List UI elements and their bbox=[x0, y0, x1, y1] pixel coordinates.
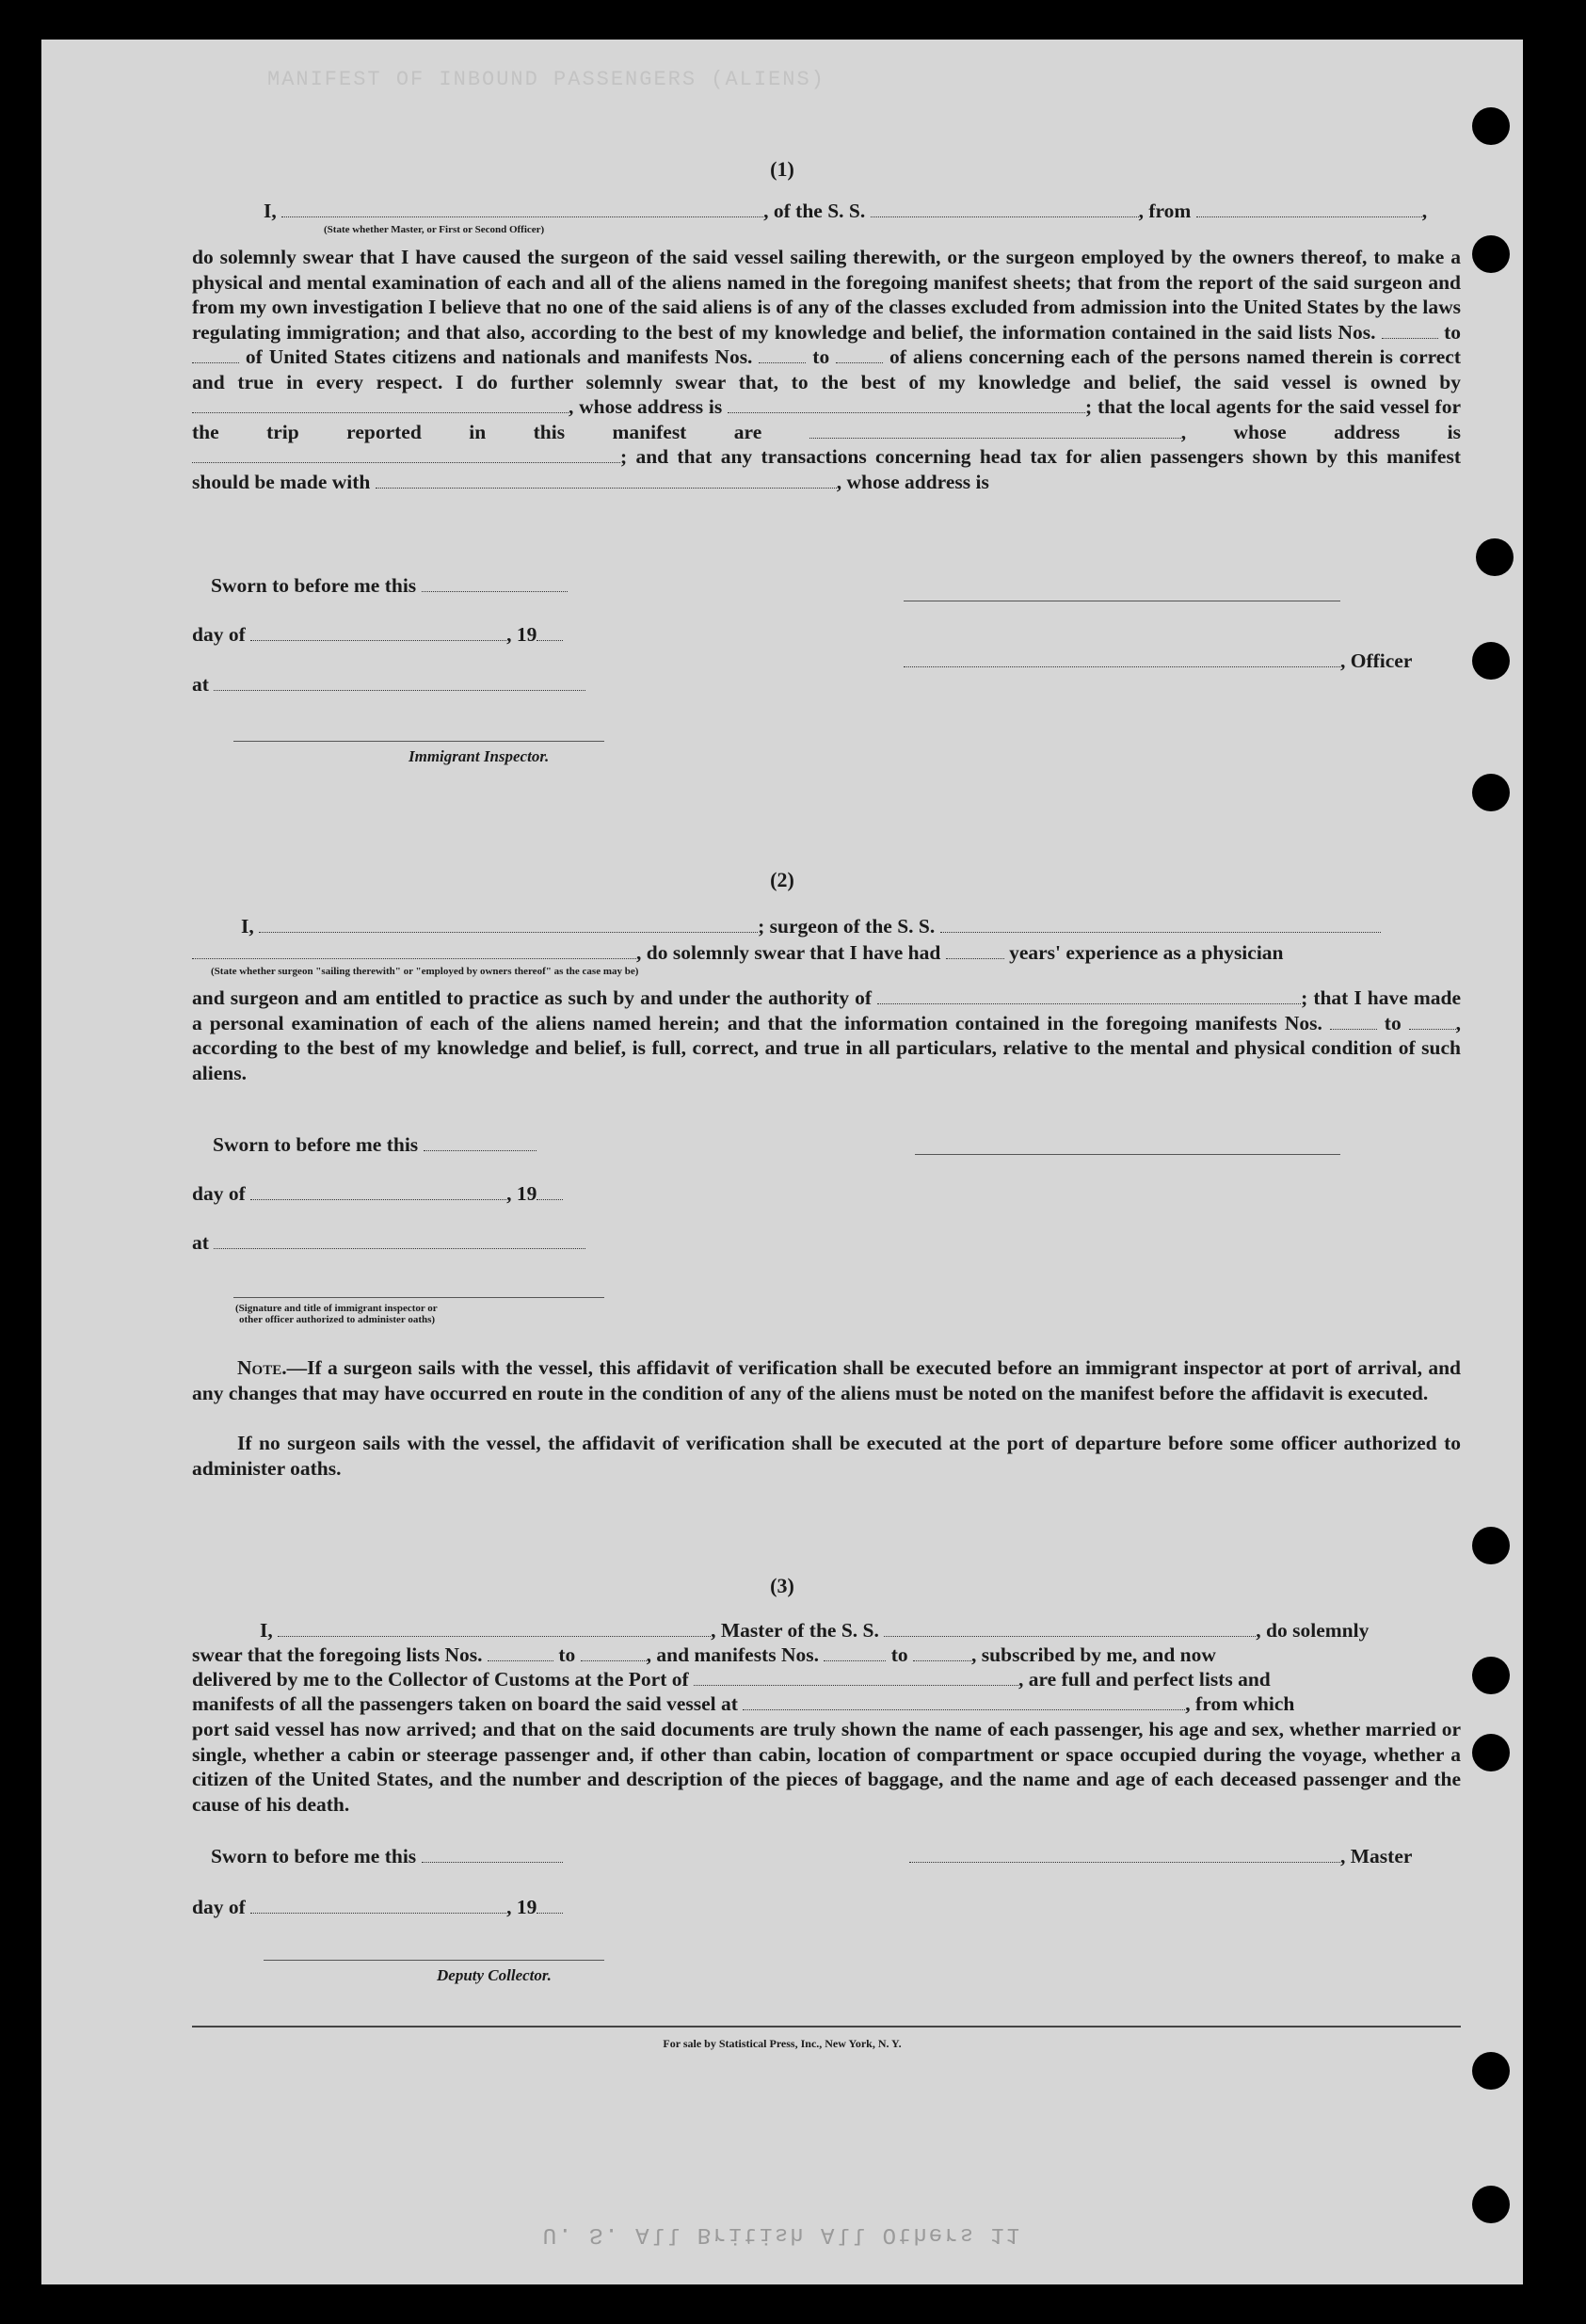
label-from: , from bbox=[1138, 200, 1192, 222]
surgeon-manifests-from-field[interactable] bbox=[1330, 1012, 1377, 1030]
master-name-field[interactable] bbox=[278, 1619, 711, 1637]
punch-hole bbox=[1472, 1657, 1510, 1694]
surgeon-name-field[interactable] bbox=[259, 915, 758, 933]
section-2-first-line bbox=[241, 915, 1381, 938]
head-tax-party-field[interactable] bbox=[376, 471, 837, 489]
oath-text-2: of United States citizens and nationals and manifests Nos. bbox=[245, 345, 753, 368]
years-field[interactable] bbox=[946, 941, 1004, 959]
section-2-oath-text: and surgeon and am entitled to practice as such by and under the authority of ; that I have made a personal examination of each of the aliens named herein; and that the information contained in the foregoing manifests Nos. to , according to the best of my knowledge and belief, is full, correct, and true in all particulars, relative to the mental and physical condition of such aliens. bbox=[192, 986, 1462, 1084]
label-day-of: day of bbox=[192, 1182, 246, 1205]
surgeon-type-field[interactable] bbox=[192, 941, 636, 959]
section-1-first-line: I, , of the S. S. , from , bbox=[264, 200, 1428, 222]
manifests-to-field[interactable] bbox=[836, 345, 883, 363]
section-3-oath-text: port said vessel has now arrived; and that on the said documents are truly shown the name of each passenger, his age and sex, whether married or single, whether a cabin or steerage passenger and, if other than cabin, location of compartment or space occupied during the voyage, whether a citizen of the United States, and the number and description of the pieces of baggage, and the name and age of each deceased passenger and the cause of his death. bbox=[192, 1718, 1461, 1816]
punch-hole bbox=[1472, 1734, 1510, 1771]
label-whose-address: whose address is bbox=[1233, 420, 1462, 443]
section-3-number: (3) bbox=[770, 1574, 794, 1597]
label-i: I, bbox=[264, 200, 277, 222]
label-at: at bbox=[192, 1231, 209, 1254]
label-full-perfect: , are full and perfect lists and bbox=[1018, 1668, 1271, 1691]
punch-hole bbox=[1472, 2052, 1510, 2090]
label-day-of: day of bbox=[192, 1896, 246, 1918]
master-lists-to-field[interactable] bbox=[581, 1643, 647, 1661]
label-subscribed: , subscribed by me, and now bbox=[971, 1643, 1216, 1666]
label-to: to bbox=[1444, 320, 1462, 344]
owner-field[interactable] bbox=[192, 395, 569, 413]
punch-hole bbox=[1472, 1527, 1510, 1564]
footer-rule bbox=[192, 2026, 1461, 2027]
section-2-number: (2) bbox=[770, 868, 794, 891]
label-i: I, bbox=[260, 1619, 273, 1642]
label-sworn: Sworn to before me this bbox=[211, 1845, 417, 1867]
sworn-date-field[interactable] bbox=[424, 1133, 537, 1151]
punch-hole bbox=[1476, 538, 1514, 576]
master-manifests-to-field[interactable] bbox=[913, 1643, 971, 1661]
label-officer: , Officer bbox=[1340, 649, 1413, 672]
oath-text-1: do solemnly swear that I have caused the surgeon of the said vessel sailing therewith, or the surgeon employed by the owners thereof, to make a physical and mental examination of each and all of the aliens named in the foregoing manifest sheets; that from the report of the said surgeon and from my own investigation I believe that no one of the said aliens is of any of the classes excluded from admission into the United States by the laws regulating immigration; and that also, according to the best of my knowledge and belief, the information contained in the said lists Nos. bbox=[192, 246, 1461, 344]
section-1-at-row bbox=[192, 673, 585, 697]
label-delivered: delivered by me to the Collector of Customs at the Port of bbox=[192, 1668, 689, 1691]
label-to: to bbox=[890, 1643, 908, 1666]
collector-caption: Deputy Collector. bbox=[437, 1966, 552, 1984]
master-lists-from-field[interactable] bbox=[488, 1643, 553, 1661]
note-paragraph-2 bbox=[192, 1431, 1461, 1481]
lists-to-field[interactable] bbox=[192, 345, 239, 363]
label-at: at bbox=[192, 673, 209, 696]
oath-text-3: , according to the best of my knowledge and belief, is full, correct, and true in all particulars, relative to the mental and physical condition of such aliens. bbox=[192, 1011, 1462, 1084]
section-2-sworn-row bbox=[213, 1133, 537, 1157]
officer-name-field[interactable] bbox=[281, 200, 763, 217]
day-field[interactable] bbox=[250, 1182, 506, 1200]
printer-footer: For sale by Statistical Press, Inc., New York, N. Y. bbox=[663, 2037, 902, 2050]
label-nineteen: , 19 bbox=[506, 1182, 537, 1205]
collector-signature-line[interactable] bbox=[264, 1960, 604, 1961]
master-vessel-field[interactable] bbox=[884, 1619, 1256, 1637]
year-field[interactable] bbox=[537, 1896, 563, 1914]
vessel-name-field[interactable] bbox=[871, 200, 1139, 217]
bleed-through-stamp: U. S. All British All Others 11 bbox=[542, 2221, 1022, 2247]
section-3-day-row bbox=[192, 1896, 563, 1919]
punch-hole bbox=[1472, 642, 1510, 680]
label-from-which: , from which bbox=[1185, 1692, 1295, 1715]
punch-hole bbox=[1472, 235, 1510, 273]
agents-address-field[interactable] bbox=[192, 445, 620, 463]
owner-address-field[interactable] bbox=[728, 395, 1085, 413]
port-of-embarkation-field[interactable] bbox=[743, 1692, 1185, 1710]
sworn-date-field[interactable] bbox=[422, 574, 568, 592]
inspector-signature-line[interactable] bbox=[233, 741, 604, 742]
note-label: Note. bbox=[237, 1356, 287, 1379]
label-nineteen: , 19 bbox=[506, 1896, 537, 1918]
label-sworn: Sworn to before me this bbox=[213, 1133, 419, 1156]
punch-hole bbox=[1472, 774, 1510, 811]
section-1-day-row bbox=[192, 623, 563, 647]
day-field[interactable] bbox=[250, 623, 506, 641]
inspector-signature-line[interactable] bbox=[233, 1297, 604, 1298]
section-2-second-line bbox=[192, 941, 1284, 965]
surgeon-signature-line[interactable] bbox=[915, 1154, 1340, 1155]
label-and-manifests: , and manifests Nos. bbox=[646, 1643, 819, 1666]
section-3-fourth-line bbox=[192, 1692, 1294, 1716]
master-signature-row bbox=[909, 1845, 1412, 1868]
day-field[interactable] bbox=[250, 1896, 506, 1914]
label-swear-lists: swear that the foregoing lists Nos. bbox=[192, 1643, 483, 1666]
inspector-caption: Immigrant Inspector. bbox=[409, 747, 550, 765]
label-sworn: Sworn to before me this bbox=[211, 574, 417, 597]
officer-caption: (State whether Master, or First or Second Officer) bbox=[324, 224, 545, 235]
label-to: to bbox=[812, 345, 830, 368]
label-to: to bbox=[1384, 1011, 1402, 1034]
year-field[interactable] bbox=[537, 1182, 563, 1200]
label-years: years' experience as a physician bbox=[1009, 941, 1284, 964]
label-manifests-all: manifests of all the passengers taken on board the said vessel at bbox=[192, 1692, 738, 1715]
section-3-first-line bbox=[260, 1619, 1369, 1643]
label-do-solemnly: , do solemnly bbox=[1256, 1619, 1370, 1642]
section-1-number: (1) bbox=[770, 157, 794, 181]
sworn-date-field[interactable] bbox=[422, 1845, 563, 1863]
oath-text-5: ; and that any transactions concerning head tax for alien passengers shown by this manifest should be made with bbox=[192, 445, 1461, 493]
note-paragraph bbox=[192, 1355, 1461, 1405]
master-signature-field[interactable] bbox=[909, 1845, 1340, 1863]
year-field[interactable] bbox=[537, 623, 563, 641]
port-of-arrival-field[interactable] bbox=[694, 1668, 1018, 1686]
label-swear: , do solemnly swear that I have had bbox=[636, 941, 941, 964]
label-day-of: day of bbox=[192, 623, 246, 646]
officer-signature-row bbox=[904, 649, 1412, 673]
label-nineteen: , 19 bbox=[506, 623, 537, 646]
port-from-field[interactable] bbox=[1196, 200, 1422, 217]
place-field[interactable] bbox=[214, 673, 585, 691]
local-agents-field[interactable] bbox=[809, 421, 1181, 439]
label-i: I, bbox=[241, 915, 254, 938]
section-2-at-row bbox=[192, 1231, 585, 1255]
punch-hole bbox=[1472, 2186, 1510, 2223]
section-3-third-line bbox=[192, 1668, 1271, 1691]
signature-caption-2: other officer authorized to administer oaths) bbox=[239, 1314, 436, 1325]
oath-text-1: and surgeon and am entitled to practice as such by and under the authority of bbox=[192, 986, 873, 1009]
section-3-sworn-row bbox=[211, 1845, 563, 1868]
master-manifests-from-field[interactable] bbox=[824, 1643, 886, 1661]
label-master-of: , Master of the S. S. bbox=[711, 1619, 879, 1642]
note-text-1: —If a surgeon sails with the vessel, this affidavit of verification shall be executed before an immigrant inspector at port of arrival, and any changes that may have occurred en route in the condition of any of the aliens must be noted on the manifest before the affidavit is executed. bbox=[192, 1356, 1461, 1404]
bleed-through-top: MANIFEST OF INBOUND PASSENGERS (ALIENS) bbox=[267, 68, 825, 91]
oath-text-2: that I have made a personal examination of each of the aliens named herein; and that the information contained in the foregoing manifests Nos. bbox=[192, 986, 1461, 1034]
label-whose-address: , whose address is bbox=[836, 470, 989, 493]
officer-signature-field[interactable] bbox=[904, 649, 1340, 667]
label-whose-address: , whose address is bbox=[569, 395, 723, 418]
surgeon-manifests-to-field[interactable] bbox=[1409, 1012, 1456, 1030]
place-field[interactable] bbox=[214, 1231, 585, 1249]
oath-text-3: of aliens concerning each of the persons named therein is correct and true in every respect. I do further solemnly swear that, to the best of my knowledge and belief, the said vessel is owned by bbox=[192, 345, 1462, 393]
punch-hole bbox=[1472, 107, 1510, 145]
lists-from-field[interactable] bbox=[1382, 321, 1438, 339]
section-2-day-row bbox=[192, 1182, 563, 1206]
section-1-oath-text: do solemnly swear that I have caused the surgeon of the said vessel sailing therewith, or the surgeon employed by the owners thereof, to make a physical and mental examination of each and all of the aliens named in the foregoing manifest sheets; that from the report of the said surgeon and from my own investigation I believe that no one of the said aliens is of any of the classes excluded from admission into the United States by the laws regulating immigration; and that also, according to the best of my knowledge and belief, the information contained in the said lists Nos. to of United States citizens and nationals and manifests Nos. to of aliens concerning each of the persons named therein is correct and true in every respect. I do further solemnly swear that, to the best of my knowledge and belief, the said vessel is owned by , whose address is ; that the local agents for the said vessel for the trip reported in this manifest are , whose address is ; and that any transactions concerning head tax for alien passengers shown by this manifest should be made with , whose address is bbox=[192, 246, 1462, 493]
note-text-2: If no surgeon sails with the vessel, the affidavit of verification shall be executed at the port of departure before some officer authorized to administer oaths. bbox=[192, 1432, 1461, 1480]
label-of-ss: , of the S. S. bbox=[763, 200, 866, 222]
surgeon-caption: (State whether surgeon "sailing therewith" or "employed by owners thereof" as the case may be) bbox=[211, 966, 639, 977]
label-master: , Master bbox=[1340, 1845, 1413, 1867]
manifests-from-field[interactable] bbox=[759, 345, 806, 363]
section-3-second-line bbox=[192, 1643, 1216, 1667]
signature-caption-1: (Signature and title of immigrant inspector or bbox=[235, 1303, 438, 1314]
surgeon-vessel-field[interactable] bbox=[940, 915, 1381, 933]
label-to: to bbox=[558, 1643, 576, 1666]
oath-text-4: that the local agents for the said vessel for the trip reported in this manifest are bbox=[192, 395, 1461, 443]
manifest-page bbox=[41, 40, 1523, 2284]
section-1-sworn-row bbox=[211, 574, 568, 598]
label-surgeon-of: ; surgeon of the S. S. bbox=[758, 915, 936, 938]
authority-field[interactable] bbox=[877, 986, 1301, 1004]
